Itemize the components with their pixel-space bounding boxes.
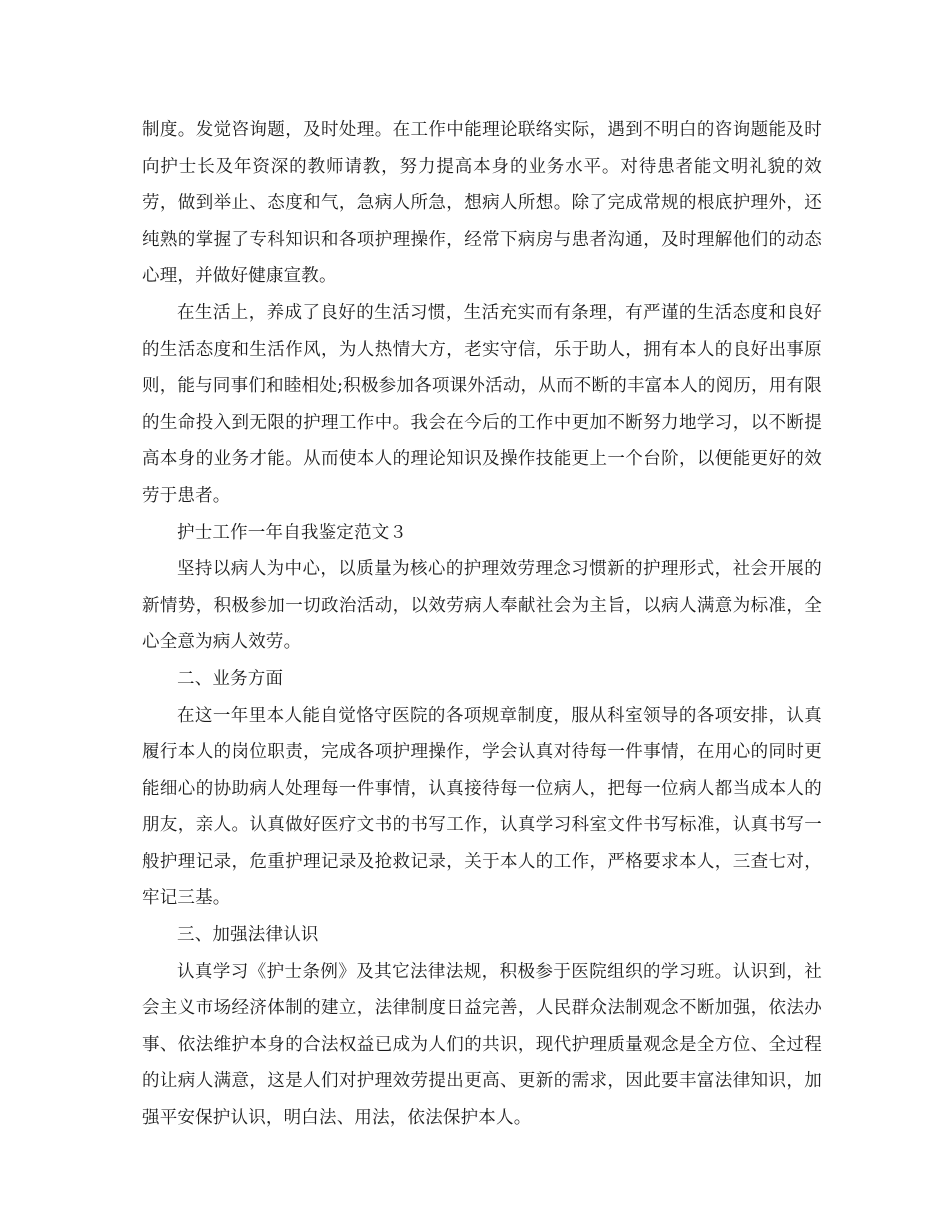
document-page: [142, 112, 822, 1137]
section-heading-example-3: 护士工作一年自我鉴定范文３: [177, 522, 408, 543]
paragraph-3: 坚持以病人为中心，以质量为核心的护理效劳理念习惯新的护理形式，社会开展的新情势，积极参加一切政治活动，以效劳病人奉献社会为主旨，以病人满意为标准，全心全意为病人效劳。: [142, 559, 822, 653]
paragraph-2: 在生活上，养成了良好的生活习惯，生活充实而有条理，有严谨的生活态度和良好的生活态度和生活作风，为人热情大方，老实守信，乐于助人，拥有本人的良好出事原则，能与同事们和睦相处;积极参加各项课外活动，从而不断的丰富本人的阅历，用有限的生命投入到无限的护理工作中。我会在今后的工作中更加不断努力地学习，以不断提高本身的业务才能。从而使本人的理论知识及操作技能更上一个台阶，以便能更好的效劳于患者。: [142, 302, 822, 506]
paragraph-1: 制度。发觉咨询题，及时处理。在工作中能理论联络实际，遇到不明白的咨询题能及时向护士长及年资深的教师请教，努力提高本身的业务水平。对待患者能文明礼貌的效劳，做到举止、态度和气，急病人所急，想病人所想。除了完成常规的根底护理外，还纯熟的掌握了专科知识和各项护理操作，经常下病房与患者沟通，及时理解他们的动态心理，并做好健康宣教。: [142, 120, 822, 287]
paragraph-4: 在这一年里本人能自觉恪守医院的各项规章制度，服从科室领导的各项安排，认真履行本人的岗位职责，完成各项护理操作，学会认真对待每一件事情，在用心的同时更能细心的协助病人处理每一件事情，认真接待每一位病人，把每一位病人都当成本人的朋友，亲人。认真做好医疗文书的书写工作，认真学习科室文件书写标准，认真书写一般护理记录，危重护理记录及抢救记录，关于本人的工作，严格要求本人，三查七对，牢记三基。: [142, 705, 822, 909]
section-heading-law: 三、加强法律认识: [177, 925, 319, 946]
section-heading-business: 二、业务方面: [177, 668, 284, 689]
paragraph-5: 认真学习《护士条例》及其它法律法规，积极参于医院组织的学习班。认识到，社会主义市场经济体制的建立，法律制度日益完善，人民群众法制观念不断加强，依法办事、依法维护本身的合法权益已成为人们的共识，现代护理质量观念是全方位、全过程的让病人满意，这是人们对护理效劳提出更高、更新的需求，因此要丰富法律知识，加强平安保护认识，明白法、用法，依法保护本人。: [142, 961, 822, 1129]
